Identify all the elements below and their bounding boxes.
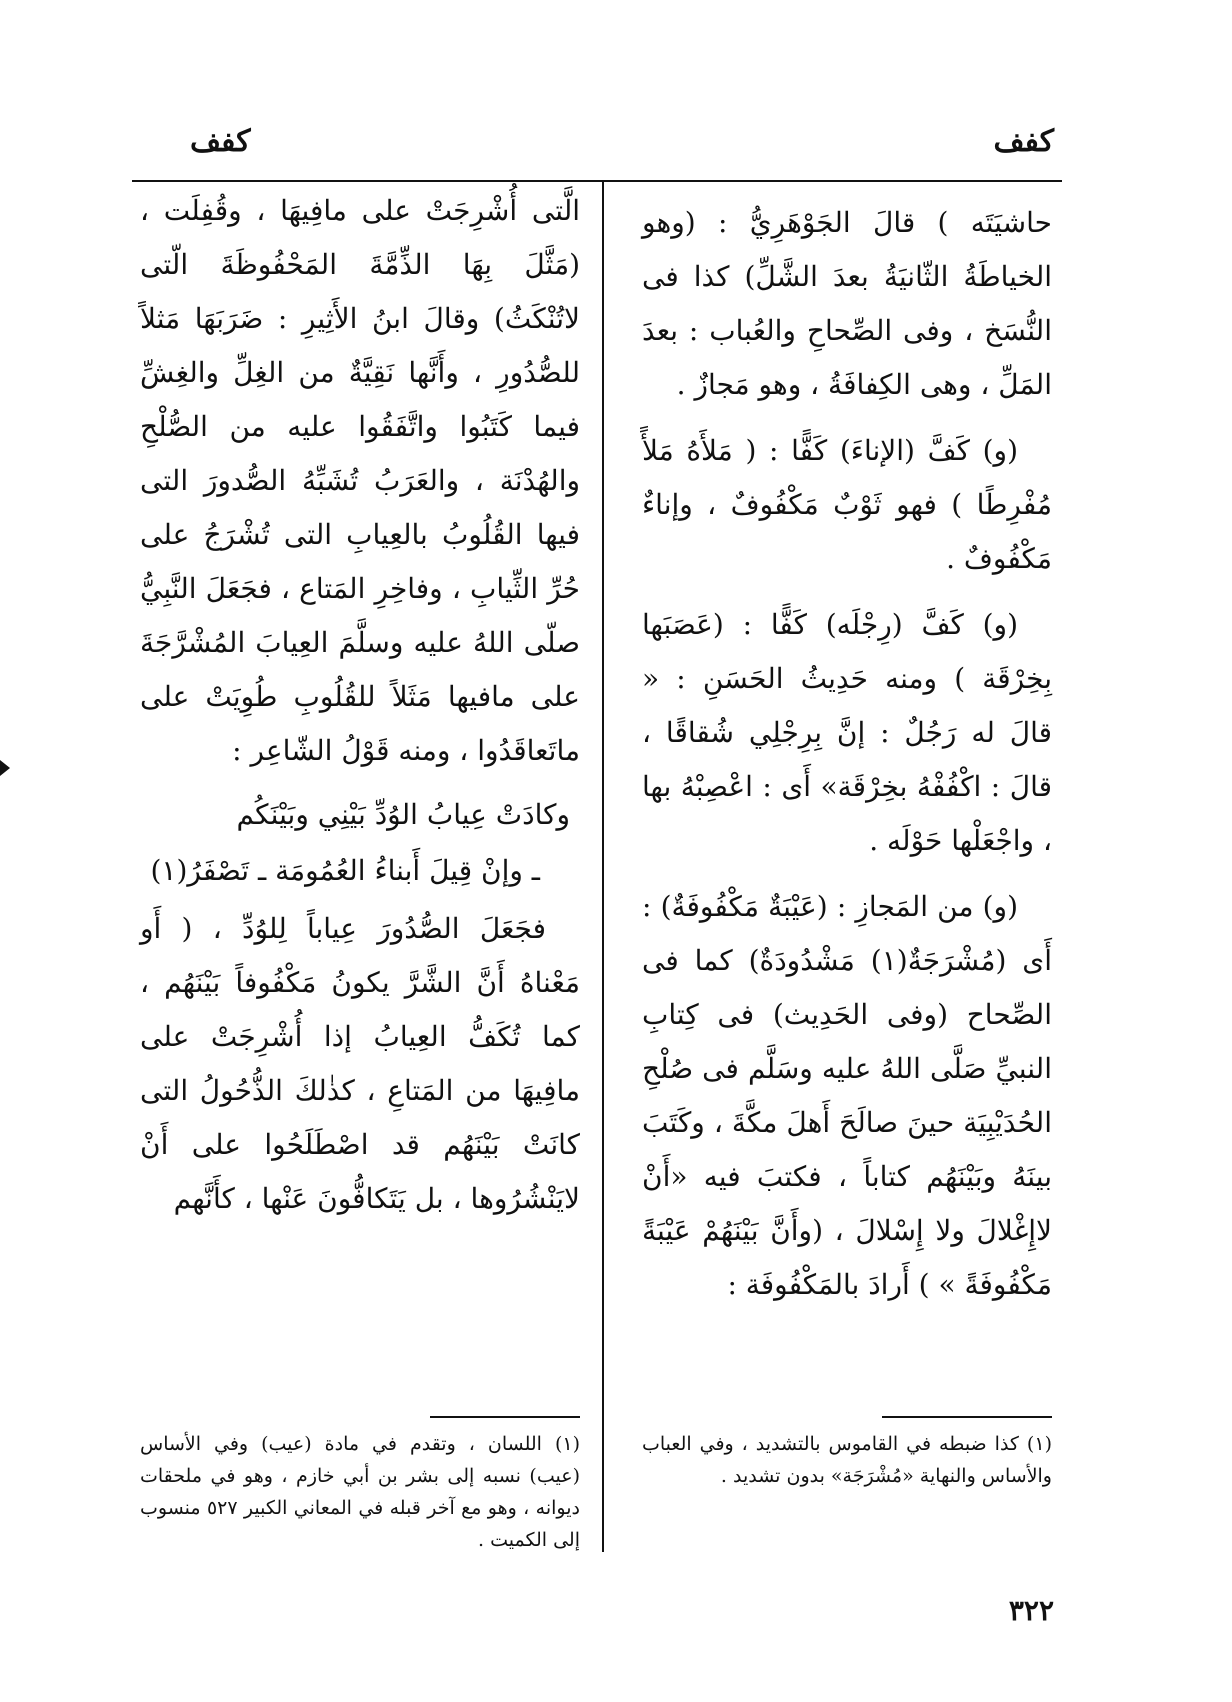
right-paragraph-1: حاشيَتَه ) قالَ الجَوْهَرِيُّ : (وهو الخياطَةُ الثّانيَةُ بعدَ الشَّلِّ) كذا فى النُّسَخ ، وفى الصِّحاحِ والعُباب : بعدَ المَلِّ ، وهى الكِفافَةُ ، وهو مَجازٌ . (642, 206, 1052, 401)
right-paragraph-4: (و) من المَجازِ : (عَيْبَةٌ مَكْفُوفَةٌ) : أَى (مُشْرَجَةٌ(١) مَشْدُودَةٌ) كما فى الصِّحاح (وفى الحَدِيث) فى كِتابِ النبيِّ صَلَّى اللهُ عليه وسَلَّم فى صُلْحِ الحُدَيْبِيَة حينَ صالَحَ أَهلَ مكَّةَ ، وكَتَبَ بينَهُ وبَيْنَهُم كتاباً ، فكتبَ فيه «أَنْ لاإِغْلالَ ولا إِسْلالَ ، (وأَنَّ بَيْنَهُمْ عَيْبَةً مَكْفُوفَةً » ) أَرادَ بالمَكْفُوفَة : (642, 890, 1052, 1301)
right-column (642, 196, 1052, 1324)
column-divider (602, 182, 604, 1552)
running-header-right: كفف (993, 124, 1054, 159)
footnote-right: (١) كذا ضبطه في القاموس بالتشديد ، وفي العباب والأساس والنهاية «مُشْرَجَة» بدون تشديد . (642, 1433, 1052, 1487)
right-paragraph-3: (و) كَفَّ (رِجْلَه) كَفًّا : (عَصَبَها بِخِرْقَة ) ومنه حَدِيثُ الحَسَنِ : « قالَ له رَجُلٌ : إنَّ بِرِجْلِي شُقاقًا ، قالَ : اكْفُفْهُ بخِرْقَة» أَى : اعْصِبْهُ بها ، واجْعَلْها حَوْلَه . (642, 608, 1052, 857)
header-rule (132, 180, 1062, 182)
verse-line-1: وكادَتْ عِيابُ الوُدِّ بَيْنِي وبَيْنَكُم (236, 798, 570, 831)
footnote-left: (١) اللسان ، وتقدم في مادة (عيب) وفي الأساس (عيب) نسبه إلى بشر بن أبي خازم ، وهو في ملحقات ديوانه ، وهو مع آخر قبله في المعاني الكبير ٥٢٧ منسوب إلى الكميت . (140, 1433, 580, 1551)
running-header-left: كفف (190, 124, 251, 159)
margin-arrow-icon (0, 760, 10, 776)
left-column (140, 184, 580, 1238)
footnote-rule-right (882, 1416, 1052, 1418)
left-paragraph-1: الَّتى أُشْرِجَتْ على مافِيهَا ، وقُفِلَت ، (مَثَّلَ بِهَا الذِّمَّةَ المَحْفُوظَةَ الّتى لاتُنْكَثُ) وقالَ ابنُ الأَثِيرِ : ضَرَبَهَا مَثلاً للصُّدُورِ ، وأَنَّها نَقِيَّةٌ من الغِلِّ والغِشِّ فيما كَتَبُوا واتَّفَقُوا عليه من الصُّلْحِ والهُدْنَة ، والعَرَبُ تُشَبِّهُ الصُّدورَ التى فيها القُلُوبُ بالعِيابِ التى تُشْرَجُ على حُرِّ الثِّيابِ ، وفاخِرِ المَتاع ، فجَعَلَ النَّبِيُّ صلّى اللهُ عليه وسلَّمَ العِيابَ المُشْرَّجَةَ على مافيها مَثَلاً للقُلُوبِ طُوِيَتْ على ماتَعاقَدُوا ، ومنه قَوْلُ الشّاعِر : (140, 194, 580, 767)
left-paragraph-2: فجَعَلَ الصُّدُورَ عِياباً لِلوُدِّ ، ( أَو مَعْناهُ أَنَّ الشَّرَّ يكونُ مَكْفُوفاً بَيْنَهُم ، كما تُكَفُّ العِيابُ إذا أُشْرِجَتْ على مافِيهَا من المَتاعِ ، كذٰلكَ الذُّحُولُ التى كانَتْ بَيْنَهُم قد اصْطَلَحُوا على أَنْ لايَنْشُرُوها ، بل يَتَكافُّونَ عَنْها ، كأَنَّهم (140, 912, 580, 1215)
verse-line-2: ـ وإنْ قِيلَ أَبناءُ العُمُومَة ـ تَصْفَرُ(١) (150, 854, 540, 887)
footnote-rule-left (430, 1416, 580, 1418)
right-paragraph-2: (و) كَفَّ (الإناءَ) كَفًّا : ( مَلأَهُ مَلأً مُفْرِطًا ) فهو ثَوْبٌ مَكْفُوفٌ ، وإناءٌ مَكْفُوفٌ . (642, 434, 1052, 575)
page-number: ٣٢٢ (1008, 1594, 1054, 1627)
